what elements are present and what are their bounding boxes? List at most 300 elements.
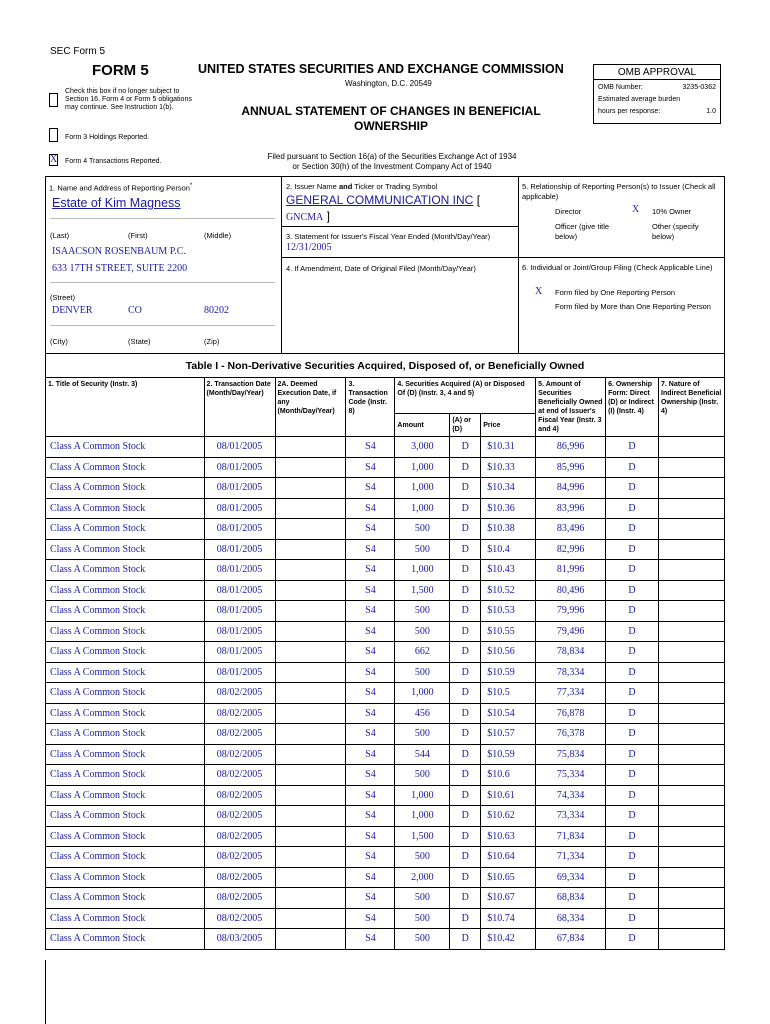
amount-cell: 1,500 (395, 826, 450, 847)
owned-after-cell: 67,834 (536, 929, 606, 950)
table-row (46, 662, 725, 683)
nature-of-ownership-cell (659, 847, 725, 868)
transaction-code-cell: S4 (346, 867, 395, 888)
nature-of-ownership-cell (659, 580, 725, 601)
transaction-date-cell: 08/02/2005 (204, 724, 275, 745)
security-title-cell[interactable]: Class A Common Stock (46, 867, 205, 888)
transaction-date-cell: 08/02/2005 (204, 847, 275, 868)
nature-of-ownership-cell (659, 539, 725, 560)
owned-after-cell: 75,334 (536, 765, 606, 786)
transaction-date-cell: 08/01/2005 (204, 621, 275, 642)
security-title-cell[interactable]: Class A Common Stock (46, 929, 205, 950)
amount-cell: 1,000 (395, 806, 450, 827)
a-or-d-cell: D (450, 560, 481, 581)
transaction-code-cell: S4 (346, 908, 395, 929)
ownership-form-cell: D (606, 457, 659, 478)
ownership-form-cell: D (606, 580, 659, 601)
nature-of-ownership-cell (659, 744, 725, 765)
first-label: (First) (128, 231, 148, 240)
deemed-date-cell (275, 642, 346, 663)
ownership-form-cell: D (606, 621, 659, 642)
transaction-date-cell: 08/01/2005 (204, 662, 275, 683)
transaction-code-cell: S4 (346, 642, 395, 663)
transaction-date-cell: 08/02/2005 (204, 785, 275, 806)
transaction-date-cell: 08/02/2005 (204, 703, 275, 724)
table-row (46, 560, 725, 581)
deemed-date-cell (275, 929, 346, 950)
transaction-date-cell: 08/01/2005 (204, 560, 275, 581)
transaction-date-cell: 08/01/2005 (204, 437, 275, 458)
table-row (46, 519, 725, 540)
form4-transactions-checkbox[interactable]: X (50, 154, 58, 165)
transaction-date-cell: 08/01/2005 (204, 519, 275, 540)
owned-after-cell: 83,496 (536, 519, 606, 540)
nature-of-ownership-cell (659, 478, 725, 499)
owned-after-cell: 77,334 (536, 683, 606, 704)
address-line2: 633 17TH STREET, SUITE 2200 (52, 263, 188, 274)
amount-cell: 456 (395, 703, 450, 724)
form3-holdings-text: Form 3 Holdings Reported. (65, 134, 150, 141)
owned-after-cell: 68,334 (536, 908, 606, 929)
transaction-date-cell: 08/01/2005 (204, 601, 275, 622)
price-cell: $10.56 (481, 642, 536, 663)
deemed-date-cell (275, 539, 346, 560)
security-title-cell[interactable]: Class A Common Stock (46, 683, 205, 704)
owned-after-cell: 68,834 (536, 888, 606, 909)
transaction-date-cell: 08/01/2005 (204, 642, 275, 663)
a-or-d-cell: D (450, 519, 481, 540)
a-or-d-cell: D (450, 437, 481, 458)
security-title-cell[interactable]: Class A Common Stock (46, 888, 205, 909)
amount-cell: 500 (395, 601, 450, 622)
state-value: CO (128, 305, 142, 316)
transaction-code-cell: S4 (346, 621, 395, 642)
ownership-form-cell: D (606, 478, 659, 499)
table-row (46, 683, 725, 704)
nature-of-ownership-cell (659, 437, 725, 458)
price-cell: $10.55 (481, 621, 536, 642)
deemed-date-cell (275, 908, 346, 929)
security-title-cell[interactable]: Class A Common Stock (46, 498, 205, 519)
security-title-cell[interactable]: Class A Common Stock (46, 601, 205, 622)
amount-cell: 500 (395, 662, 450, 683)
ownership-form-cell: D (606, 806, 659, 827)
a-or-d-cell: D (450, 867, 481, 888)
transaction-date-cell: 08/02/2005 (204, 888, 275, 909)
nature-of-ownership-cell (659, 867, 725, 888)
security-title-cell[interactable]: Class A Common Stock (46, 908, 205, 929)
ownership-form-cell: D (606, 888, 659, 909)
ownership-form-cell: D (606, 437, 659, 458)
amount-cell: 2,000 (395, 867, 450, 888)
table-row (46, 765, 725, 786)
transaction-date-cell: 08/01/2005 (204, 539, 275, 560)
amount-cell: 500 (395, 621, 450, 642)
price-cell: $10.61 (481, 785, 536, 806)
deemed-date-cell (275, 580, 346, 601)
owned-after-cell: 73,334 (536, 806, 606, 827)
ownership-form-cell: D (606, 785, 659, 806)
table-row (46, 847, 725, 868)
ten-pct-owner-checkmark[interactable]: X (632, 204, 640, 215)
col-amount: Amount (395, 414, 450, 437)
omb-number-row: OMB Number: 3235-0362 (598, 84, 716, 91)
nature-of-ownership-cell (659, 806, 725, 827)
owned-after-cell: 85,996 (536, 457, 606, 478)
deemed-date-cell (275, 703, 346, 724)
transaction-code-cell: S4 (346, 457, 395, 478)
nature-of-ownership-cell (659, 703, 725, 724)
ticker-symbol: GNCMA (286, 212, 324, 223)
security-title-cell[interactable]: Class A Common Stock (46, 765, 205, 786)
transaction-date-cell: 08/01/2005 (204, 580, 275, 601)
a-or-d-cell: D (450, 888, 481, 909)
security-title-cell[interactable]: Class A Common Stock (46, 703, 205, 724)
security-title-cell[interactable]: Class A Common Stock (46, 826, 205, 847)
ownership-form-cell: D (606, 683, 659, 704)
amount-cell: 500 (395, 908, 450, 929)
security-title-cell[interactable]: Class A Common Stock (46, 437, 205, 458)
price-cell: $10.74 (481, 908, 536, 929)
nature-of-ownership-cell (659, 826, 725, 847)
ownership-form-cell: D (606, 539, 659, 560)
a-or-d-cell: D (450, 806, 481, 827)
price-cell: $10.42 (481, 929, 536, 950)
owned-after-cell: 80,496 (536, 580, 606, 601)
transaction-code-cell: S4 (346, 847, 395, 868)
price-cell: $10.43 (481, 560, 536, 581)
table-row (46, 580, 725, 601)
a-or-d-cell: D (450, 662, 481, 683)
deemed-date-cell (275, 867, 346, 888)
ownership-form-cell: D (606, 662, 659, 683)
table-row (46, 478, 725, 499)
transaction-code-cell: S4 (346, 785, 395, 806)
transaction-code-cell: S4 (346, 437, 395, 458)
a-or-d-cell: D (450, 724, 481, 745)
price-cell: $10.33 (481, 457, 536, 478)
security-title-cell[interactable]: Class A Common Stock (46, 621, 205, 642)
col-transaction-code: 3. Transaction Code (Instr. 8) (346, 378, 395, 437)
amount-cell: 1,000 (395, 785, 450, 806)
state-label: (State) (128, 337, 151, 346)
a-or-d-cell: D (450, 785, 481, 806)
security-title-cell[interactable]: Class A Common Stock (46, 724, 205, 745)
owned-after-cell: 76,878 (536, 703, 606, 724)
col-title-of-security: 1. Title of Security (Instr. 3) (46, 378, 205, 437)
omb-title: OMB APPROVAL (594, 65, 720, 80)
amount-cell: 500 (395, 539, 450, 560)
amount-cell: 3,000 (395, 437, 450, 458)
price-cell: $10.59 (481, 744, 536, 765)
table-row (46, 806, 725, 827)
deemed-date-cell (275, 847, 346, 868)
a-or-d-cell: D (450, 621, 481, 642)
price-cell: $10.36 (481, 498, 536, 519)
ownership-form-cell: D (606, 724, 659, 745)
owned-after-cell: 79,496 (536, 621, 606, 642)
transaction-date-cell: 08/01/2005 (204, 478, 275, 499)
nature-of-ownership-cell (659, 662, 725, 683)
a-or-d-cell: D (450, 765, 481, 786)
transaction-date-cell: 08/02/2005 (204, 683, 275, 704)
non-derivative-table (45, 377, 725, 950)
deemed-date-cell (275, 683, 346, 704)
col-price: Price (481, 414, 536, 437)
col-a-or-d: (A) or (D) (450, 414, 481, 437)
deemed-date-cell (275, 437, 346, 458)
issuer-name[interactable]: GENERAL COMMUNICATION INC (286, 193, 474, 207)
table-row (46, 601, 725, 622)
table-row (46, 724, 725, 745)
transaction-code-cell: S4 (346, 539, 395, 560)
nature-of-ownership-cell (659, 457, 725, 478)
a-or-d-cell: D (450, 498, 481, 519)
fiscal-year-end: 12/31/2005 (286, 242, 332, 253)
price-cell: $10.6 (481, 765, 536, 786)
omb-burden: Estimated average burden (598, 96, 681, 103)
omb-approval-box (593, 64, 721, 124)
ownership-form-cell: D (606, 826, 659, 847)
amount-cell: 1,000 (395, 498, 450, 519)
owned-after-cell: 84,996 (536, 478, 606, 499)
amount-cell: 1,000 (395, 560, 450, 581)
sec-form-label: SEC Form 5 (50, 46, 106, 57)
ownership-form-cell: D (606, 519, 659, 540)
one-person-label: Form filed by One Reporting Person (555, 288, 676, 297)
no-longer-subject-checkbox[interactable] (49, 93, 58, 107)
security-title-cell[interactable]: Class A Common Stock (46, 806, 205, 827)
transaction-date-cell: 08/02/2005 (204, 806, 275, 827)
issuer-row: GENERAL COMMUNICATION INC [ (286, 193, 481, 207)
price-cell: $10.31 (481, 437, 536, 458)
table-row (46, 642, 725, 663)
a-or-d-cell: D (450, 539, 481, 560)
amount-cell: 500 (395, 519, 450, 540)
security-title-cell[interactable]: Class A Common Stock (46, 785, 205, 806)
amount-cell: 500 (395, 888, 450, 909)
box2-label: 2. Issuer Name and Ticker or Trading Symbol (286, 182, 438, 191)
col-amount-owned: 5. Amount of Securities Beneficially Owned at end of Issuer's Fiscal Year (Instr. 3 and 4) (536, 378, 606, 437)
ticker-row: GNCMA ] (286, 209, 330, 223)
a-or-d-cell: D (450, 908, 481, 929)
a-or-d-cell: D (450, 580, 481, 601)
security-title-cell[interactable]: Class A Common Stock (46, 642, 205, 663)
a-or-d-cell: D (450, 642, 481, 663)
table1-title: Table I - Non-Derivative Securities Acquired, Disposed of, or Beneficially Owned (45, 353, 725, 377)
statement-title: ANNUAL STATEMENT OF CHANGES IN BENEFICIAL OWNERSHIP (241, 104, 541, 133)
security-title-cell[interactable]: Class A Common Stock (46, 744, 205, 765)
security-title-cell[interactable]: Class A Common Stock (46, 519, 205, 540)
amount-cell: 1,000 (395, 457, 450, 478)
col-deemed-execution-date: 2A. Deemed Execution Date, if any (Month/Day/Year) (275, 378, 346, 437)
owned-after-cell: 86,996 (536, 437, 606, 458)
nature-of-ownership-cell (659, 560, 725, 581)
col-transaction-date: 2. Transaction Date (Month/Day/Year) (204, 378, 275, 437)
table-row (46, 703, 725, 724)
ownership-form-cell: D (606, 560, 659, 581)
amount-cell: 1,000 (395, 683, 450, 704)
transaction-code-cell: S4 (346, 744, 395, 765)
amount-cell: 500 (395, 765, 450, 786)
deemed-date-cell (275, 601, 346, 622)
more-person-label: Form filed by More than One Reporting Person (555, 302, 711, 311)
deemed-date-cell (275, 888, 346, 909)
security-title-cell[interactable]: Class A Common Stock (46, 478, 205, 499)
table-row (46, 908, 725, 929)
street-label: (Street) (50, 293, 76, 302)
agency-title: UNITED STATES SECURITIES AND EXCHANGE COMMISSION (198, 62, 564, 76)
col-nature-of-ownership: 7. Nature of Indirect Beneficial Ownership (Instr. 4) (659, 378, 725, 437)
owned-after-cell: 78,834 (536, 642, 606, 663)
deemed-date-cell (275, 724, 346, 745)
transaction-code-cell: S4 (346, 519, 395, 540)
no-longer-subject-text: Check this box if no longer subject to Section 16. Form 4 or Form 5 obligations may continue. See Instruction 1(b). (65, 88, 192, 111)
nature-of-ownership-cell (659, 908, 725, 929)
security-title-cell[interactable]: Class A Common Stock (46, 560, 205, 581)
owned-after-cell: 71,334 (536, 847, 606, 868)
price-cell: $10.63 (481, 826, 536, 847)
transaction-code-cell: S4 (346, 580, 395, 601)
form3-holdings-checkbox[interactable] (49, 128, 58, 142)
a-or-d-cell: D (450, 457, 481, 478)
deemed-date-cell (275, 785, 346, 806)
transaction-code-cell: S4 (346, 601, 395, 622)
owned-after-cell: 78,334 (536, 662, 606, 683)
deemed-date-cell (275, 744, 346, 765)
a-or-d-cell: D (450, 744, 481, 765)
other-label: Other (specify below) (652, 222, 699, 241)
ownership-form-cell: D (606, 642, 659, 663)
omb-hours-row: hours per response: 1.0 (598, 108, 716, 115)
price-cell: $10.52 (481, 580, 536, 601)
transaction-code-cell: S4 (346, 888, 395, 909)
price-cell: $10.38 (481, 519, 536, 540)
table-row (46, 437, 725, 458)
deemed-date-cell (275, 457, 346, 478)
transaction-code-cell: S4 (346, 826, 395, 847)
ownership-form-cell: D (606, 765, 659, 786)
box5-label: 5. Relationship of Reporting Person(s) to Issuer (Check all applicable) (522, 182, 716, 201)
transaction-date-cell: 08/01/2005 (204, 457, 275, 478)
form4-transactions-text: Form 4 Transactions Reported. (65, 158, 162, 165)
table-row (46, 539, 725, 560)
table-row (46, 785, 725, 806)
agency-location: Washington, D.C. 20549 (345, 79, 432, 88)
owned-after-cell: 83,996 (536, 498, 606, 519)
transaction-date-cell: 08/02/2005 (204, 765, 275, 786)
price-cell: $10.62 (481, 806, 536, 827)
deemed-date-cell (275, 765, 346, 786)
price-cell: $10.4 (481, 539, 536, 560)
a-or-d-cell: D (450, 478, 481, 499)
nature-of-ownership-cell (659, 785, 725, 806)
transaction-date-cell: 08/03/2005 (204, 929, 275, 950)
address-line1: ISAACSON ROSENBAUM P.C. (52, 246, 186, 257)
deemed-date-cell (275, 498, 346, 519)
amount-cell: 662 (395, 642, 450, 663)
nature-of-ownership-cell (659, 929, 725, 950)
ownership-form-cell: D (606, 601, 659, 622)
security-title-cell[interactable]: Class A Common Stock (46, 539, 205, 560)
transaction-code-cell: S4 (346, 703, 395, 724)
director-label: Director (555, 207, 582, 216)
transaction-code-cell: S4 (346, 683, 395, 704)
form-title: FORM 5 (92, 62, 149, 79)
transaction-code-cell: S4 (346, 724, 395, 745)
col-securities-acquired: 4. Securities Acquired (A) or Disposed Of (D) (Instr. 3, 4 and 5) (395, 378, 536, 414)
nature-of-ownership-cell (659, 519, 725, 540)
a-or-d-cell: D (450, 929, 481, 950)
nature-of-ownership-cell (659, 724, 725, 745)
table-row (46, 826, 725, 847)
amount-cell: 500 (395, 929, 450, 950)
ownership-form-cell: D (606, 908, 659, 929)
owned-after-cell: 75,834 (536, 744, 606, 765)
deemed-date-cell (275, 806, 346, 827)
box3-label: 3. Statement for Issuer's Fiscal Year Ended (Month/Day/Year) (286, 232, 491, 241)
nature-of-ownership-cell (659, 621, 725, 642)
table-row (46, 744, 725, 765)
nature-of-ownership-cell (659, 888, 725, 909)
filed-pursuant-text: Filed pursuant to Section 16(a) of the Securities Exchange Act of 1934 or Section 30(h) of the Investment Company Act of 1940 (267, 152, 517, 171)
box6-label: 6. Individual or Joint/Group Filing (Check Applicable Line) (522, 263, 713, 272)
nature-of-ownership-cell (659, 498, 725, 519)
box1-label: 1. Name and Address of Reporting Person* (49, 183, 193, 193)
deemed-date-cell (275, 826, 346, 847)
owned-after-cell: 82,996 (536, 539, 606, 560)
deemed-date-cell (275, 560, 346, 581)
security-title-cell[interactable]: Class A Common Stock (46, 580, 205, 601)
security-title-cell[interactable]: Class A Common Stock (46, 662, 205, 683)
security-title-cell[interactable]: Class A Common Stock (46, 847, 205, 868)
nature-of-ownership-cell (659, 683, 725, 704)
owned-after-cell: 71,834 (536, 826, 606, 847)
price-cell: $10.59 (481, 662, 536, 683)
owned-after-cell: 76,378 (536, 724, 606, 745)
table-row (46, 457, 725, 478)
amount-cell: 544 (395, 744, 450, 765)
a-or-d-cell: D (450, 826, 481, 847)
city-value: DENVER (52, 305, 93, 316)
deemed-date-cell (275, 662, 346, 683)
one-person-checkmark[interactable]: X (535, 286, 543, 297)
transaction-date-cell: 08/02/2005 (204, 826, 275, 847)
ownership-form-cell: D (606, 847, 659, 868)
amount-cell: 500 (395, 847, 450, 868)
transaction-date-cell: 08/02/2005 (204, 908, 275, 929)
nature-of-ownership-cell (659, 601, 725, 622)
deemed-date-cell (275, 621, 346, 642)
a-or-d-cell: D (450, 601, 481, 622)
ownership-form-cell: D (606, 744, 659, 765)
a-or-d-cell: D (450, 703, 481, 724)
security-title-cell[interactable]: Class A Common Stock (46, 457, 205, 478)
transaction-date-cell: 08/02/2005 (204, 867, 275, 888)
table-row (46, 929, 725, 950)
price-cell: $10.64 (481, 847, 536, 868)
transaction-date-cell: 08/01/2005 (204, 498, 275, 519)
reporting-person-name[interactable]: Estate of Kim Magness (52, 196, 181, 210)
price-cell: $10.67 (481, 888, 536, 909)
zip-value: 80202 (204, 305, 229, 316)
transaction-date-cell: 08/02/2005 (204, 744, 275, 765)
zip-label: (Zip) (204, 337, 220, 346)
transaction-code-cell: S4 (346, 498, 395, 519)
col-ownership-form: 6. Ownership Form: Direct (D) or Indirect (I) (Instr. 4) (606, 378, 659, 437)
transaction-code-cell: S4 (346, 806, 395, 827)
a-or-d-cell: D (450, 847, 481, 868)
